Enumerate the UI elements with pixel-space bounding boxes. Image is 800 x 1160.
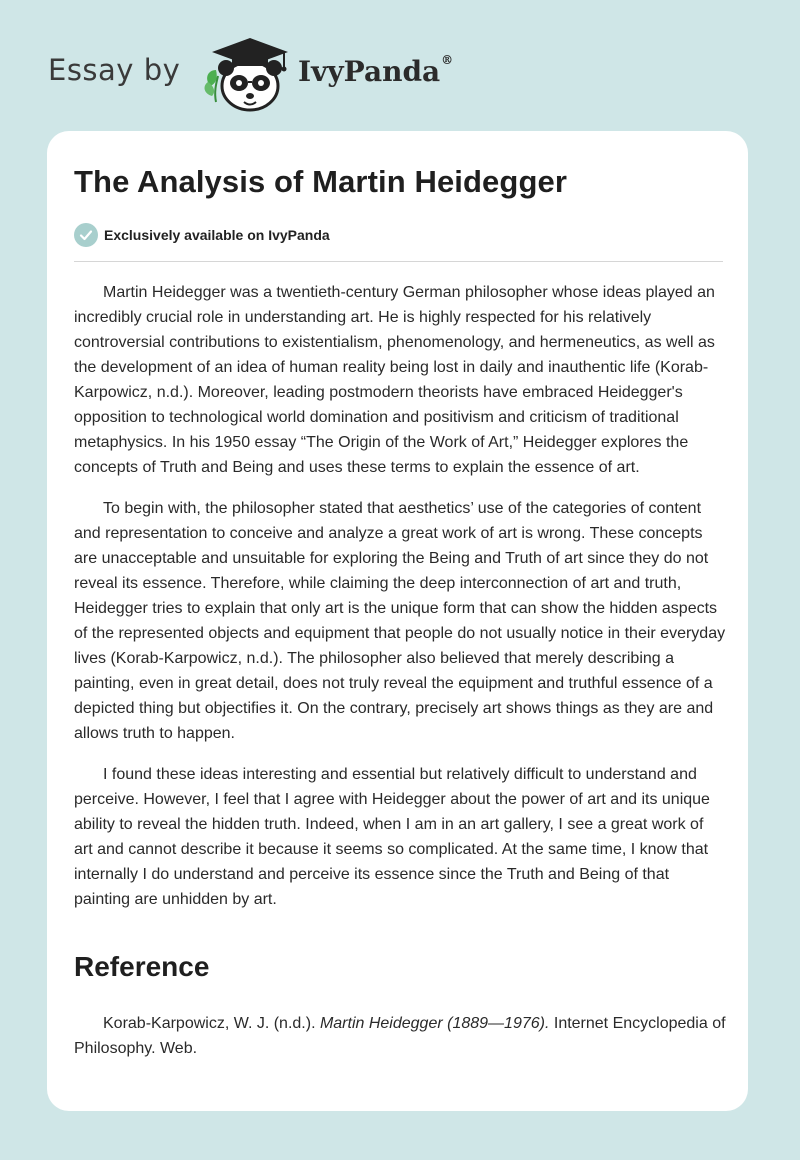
brand-label: IvyPanda — [298, 55, 441, 88]
brand-name[interactable] — [298, 55, 453, 88]
paragraph: I found these ideas interesting and essential but relatively difficult to understand and perceive. However, I feel that I agree with Heidegger about the power of art and its unique ability to reveal the hidden truth. Indeed, when I am in an art gallery, I see a great work of art and cannot describe it because it seems so complicated. At the same time, I know that internally I do understand and perceive its essence since the Truth and Being of that painting are unhidden by art. — [74, 766, 710, 908]
divider — [74, 261, 723, 262]
exclusive-badge — [74, 222, 330, 248]
site-header — [46, 36, 506, 112]
reference-author: Korab-Karpowicz, W. J. (n.d.). — [103, 1015, 320, 1032]
reference-entry — [74, 1011, 726, 1061]
essay-body — [74, 280, 726, 928]
check-icon — [74, 223, 98, 247]
essay-by-label: Essay by — [48, 53, 181, 87]
paragraph: Martin Heidegger was a twentieth-century German philosopher whose ideas played an incredibly crucial role in understanding art. He is highly respected for his relatively controversial contributions to existentialism, phenomenology, and hermeneutics, as well as the development of an idea of human reality being lost in daily and inauthentic life (Korab-Karpowicz, n.d.). Moreover, leading postmodern theorists have embraced Heidegger's opposition to technological world domination and positivism and criticism of traditional metaphysics. In his 1950 essay “The Origin of the Work of Art,” Heidegger explores the concepts of Truth and Being and uses these terms to explain the essence of art. — [74, 284, 715, 476]
panda-logo-icon[interactable] — [202, 36, 292, 112]
paragraph: To begin with, the philosopher stated that aesthetics’ use of the categories of content and representation to conceive and analyze a great work of art is wrong. These concepts are unacceptable and unsuitable for exploring the Being and Truth of art since they do not reveal its essence. Therefore, while claiming the deep interconnection of art and truth, Heidegger tries to explain that only art is the unique form that can show the hidden aspects of the represented objects and equipment that people do not usually notice in their everyday lives (Korab-Karpowicz, n.d.). The philosopher also believed that merely describing a painting, even in great detail, does not truly reveal the equipment and truthful essence of a depicted thing but objectifies it. On the contrary, precisely art shows things as they are and allows truth to happen. — [74, 500, 726, 742]
reference-heading: Reference — [74, 951, 210, 982]
page-title: The Analysis of Martin Heidegger — [74, 164, 567, 199]
registered-mark: ® — [441, 53, 454, 67]
reference-title: Martin Heidegger (1889—1976). — [319, 1015, 550, 1032]
reference-source: Internet Encyclopedia of Philosophy. Web. — [74, 1015, 726, 1057]
essay-card — [47, 131, 748, 1111]
exclusive-label: Exclusively available on IvyPanda — [104, 227, 330, 243]
